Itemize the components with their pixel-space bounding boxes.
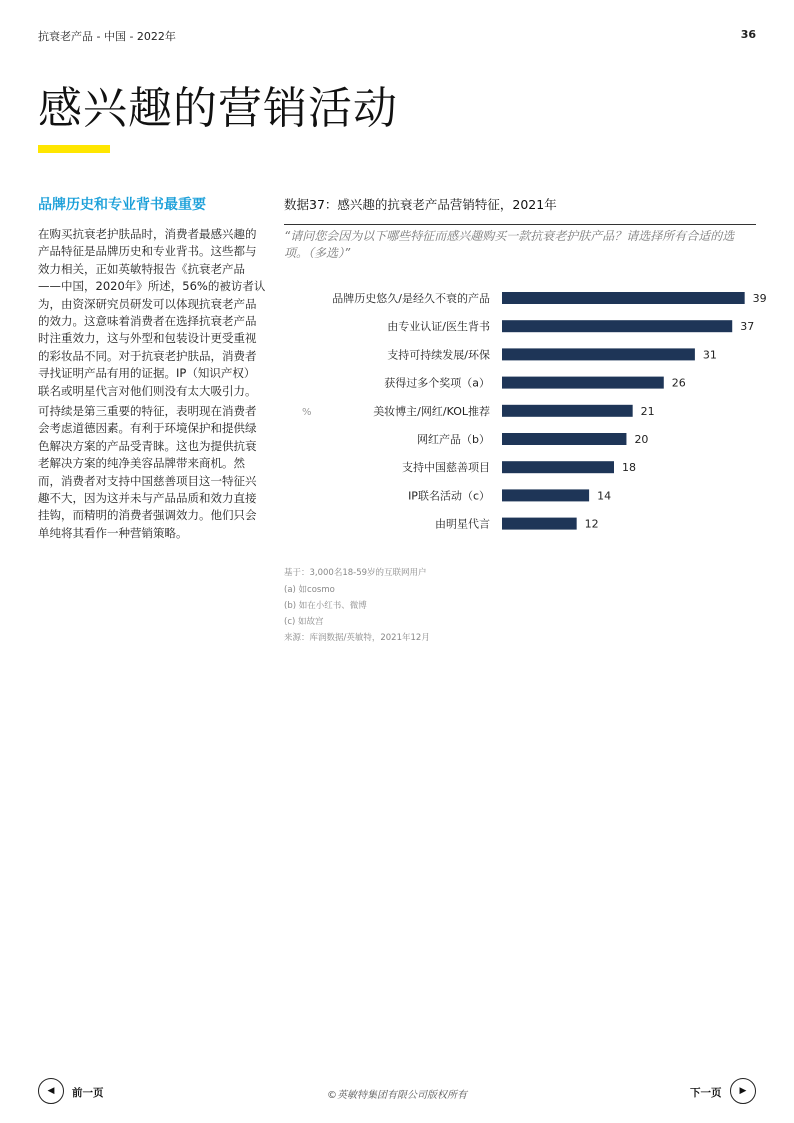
bar (502, 348, 695, 360)
copyright: ©英敏特集团有限公司版权所有 (327, 1090, 467, 1101)
bar-chart (284, 280, 767, 542)
prev-page-label[interactable]: 前一页 (72, 1087, 104, 1099)
document-title: 抗衰老产品 - 中国 - 2022年 (38, 30, 176, 43)
chart-question: “请问您会因为以下哪些特征而感兴趣购买一款抗衰老护肤产品？请选择所有合适的选项。（多选）” (284, 229, 735, 260)
chart-unit-label: % (302, 407, 312, 418)
chart-divider (284, 224, 756, 225)
bar-value-label: 20 (634, 433, 649, 446)
bar (502, 461, 614, 473)
bar-category-label: 由明星代言 (435, 517, 490, 531)
arrow-right-icon: ▶ (739, 1086, 747, 1096)
bar-category-label: 品牌历史悠久/是经久不衰的产品 (332, 292, 490, 305)
page-title: 感兴趣的营销活动 (38, 83, 398, 134)
footnote-base: 基于：3,000名18-59岁的互联网用户 (284, 568, 427, 578)
bar-value-label: 12 (584, 517, 599, 531)
footnote-c: (c) 如故宫 (284, 617, 324, 627)
bar (502, 377, 664, 389)
body-paragraph-1: 在购买抗衰老护肤品时，消费者最感兴趣的产品特征是品牌历史和专业背书。这些都与效力相关，正如英敏特报告《抗衰老产品——中国，2020年》所述，56%的被访者认为，由资深研究员研发可以体现抗衰老产品的效力。这意味着消费者在选择抗衰老产品时注重效力，这与外型和包装设计更受重视的彩妆品不同。对于抗衰老护肤品，消费者寻找证明产品有用的证据。IP（知识产权）联名或明星代言对他们则没有太大吸引力。 (38, 227, 266, 398)
bar-value-label: 14 (597, 489, 612, 503)
bar-category-label: 获得过多个奖项（a） (384, 376, 490, 390)
footnote-source: 来源：库润数据/英敏特，2021年12月 (284, 633, 430, 643)
bar-category-label: 支持中国慈善项目 (402, 461, 490, 475)
bar-value-label: 39 (752, 292, 767, 305)
footnote-b: (b) 如在小红书、微博 (284, 601, 367, 611)
bar-value-label: 37 (740, 320, 755, 334)
bar (502, 489, 589, 501)
bar-category-label: IP联名活动（c） (408, 489, 490, 503)
bar (502, 405, 633, 417)
bar-category-label: 支持可持续发展/环保 (387, 348, 490, 362)
bar-value-label: 31 (702, 348, 717, 362)
bar-value-label: 21 (640, 404, 655, 418)
body-paragraph-2: 可持续是第三重要的特征，表明现在消费者会考虑道德因素。有利于环境保护和提供绿色解决方案的产品受青睐。这也为提供抗衰老解决方案的纯净美容品牌带来商机。然而，消费者对支持中国慈善项目这一特征兴趣不大，因为这并未与产品品质和效力直接挂钩，而精明的消费者强调效力。他们只会单纯将其看作一种营销策略。 (38, 404, 257, 540)
bar (502, 292, 745, 304)
bar-category-label: 网红产品（b） (417, 433, 490, 446)
bar-value-label: 18 (622, 461, 636, 475)
next-page-label[interactable]: 下一页 (690, 1087, 722, 1099)
bar-category-label: 美妆博主/网红/KOL推荐 (373, 404, 490, 418)
section-heading: 品牌历史和专业背书最重要 (38, 197, 206, 213)
accent-bar (38, 145, 110, 153)
bar-value-label: 26 (671, 376, 686, 390)
bar (502, 518, 577, 530)
next-page-button[interactable] (730, 1078, 756, 1104)
bar-category-label: 由专业认证/医生背书 (387, 320, 490, 334)
page-number: 36 (740, 28, 756, 41)
bar (502, 433, 626, 445)
arrow-left-icon: ◀ (47, 1086, 55, 1096)
bar (502, 320, 732, 332)
chart-title: 数据37：感兴趣的抗衰老产品营销特征，2021年 (284, 197, 557, 212)
footnote-a: (a) 如cosmo (284, 585, 335, 595)
